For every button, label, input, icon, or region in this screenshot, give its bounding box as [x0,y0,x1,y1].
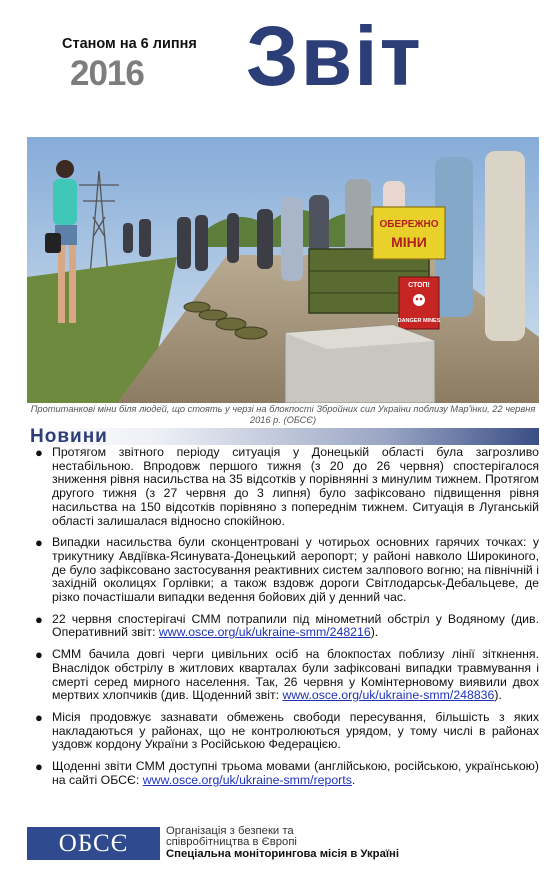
svg-text:МІНИ: МІНИ [391,234,427,250]
warning-sign-text: ОБЕРЕЖНО [379,219,439,230]
bullet-icon: ● [35,611,43,627]
report-title: Звіт [246,9,423,103]
news-item [27,446,539,528]
report-link[interactable]: www.osce.org/uk/ukraine-smm/248836 [282,688,495,703]
report-year: 2016 [70,54,144,93]
section-title: Новини [30,426,108,447]
footer [27,826,539,860]
mines-warning-sign [373,207,445,259]
mission-name: Спеціальна моніторингова місія в Україні [166,847,399,860]
bullet-icon: ● [35,647,43,663]
danger-sign-text: DANGER MINES [397,318,441,324]
news-text-end: ). [494,688,502,703]
news-list [27,446,539,795]
news-text: Місія продовжує зазнавати обмежень свободи пересування, більшість з яких накладаються у районах, що не контролюються урядом, у тому числі в районах уздовж кордону України з Російською Федерацією. [52,709,539,752]
photo-caption: Протитанкові міни біля людей, що стоять у черзі на блокпості Збройних сил України поблизу Мар'їнки, 22 червня 2016 р. (ОБСЄ) [30,404,536,425]
danger-sign-top: СТОП! [408,282,430,289]
news-text: 22 червня спостерігачі СММ потрапили під мінометний обстріл у Водяному (див. Оперативний звіт: [52,611,539,640]
org-line: співробітництва в Європі [166,836,297,849]
news-text: Щоденні звіти СММ доступні трьома мовами (англійською, російською, українською) на сайті ОБСЄ: [52,759,539,787]
news-text: Протягом звітного періоду ситуація у Донецькій області була загрозливо нестабільною. Впродовж першого тижня (з 20 до 26 червня) спостерігалося зниження рівня насильства на 35 відсотків у порівнянні з минулим тижнем. Протягом другого тижня (з 27 червня до 3 липня) було зафіксовано підвищення рівня насильства на 150 відсотків порівняно з попереднім тижнем. Ситуація в Луганській області залишалася відносно спокійною. [52,445,539,528]
reports-link[interactable]: www.osce.org/uk/ukraine-smm/reports [142,772,352,787]
news-item [27,613,539,640]
news-text: Випадки насильства були сконцентровані у чотирьох основних гарячих точках: у трикутнику Авдіївка-Ясинувата-Донецький аеропорт; у районі навколо Широкиного, де було зафіксовано застосування реактивних систем залпового вогню; на північній і західній околицях Горлівки; а також вздовж дороги Світлодарськ-Дебальцеве, де різко почастішали випадки ведення бойових дій у денний час. [52,535,539,605]
news-item [27,711,539,752]
org-name [166,826,399,861]
photo-illustration [27,137,539,403]
news-text: СММ бачила довгі черги цивільних осіб на блокпостах поблизу лінії зіткнення. Внаслідок обстрілу в житлових кварталах були зафіксовані випадки травмування і смерті серед мирного населення. Так, 26 червня у Комінтерновому виявили двох мертвих хлопчиків (див. Щоденний звіт: [52,647,539,703]
news-item [27,536,539,605]
bullet-icon: ● [35,445,43,460]
news-text-end: ). [370,625,379,640]
bullet-icon: ● [35,709,43,725]
bullet-icon: ● [35,759,43,775]
news-text-end: . [351,772,356,787]
date-line: Станом на 6 липня [62,36,197,52]
report-header [0,0,548,132]
osce-logo [27,827,160,860]
logo-text: ОБСЄ [58,829,129,857]
bullet-icon: ● [35,535,43,551]
news-item [27,648,539,703]
footer-fade [399,826,539,860]
org-line: Організація з безпеки та [166,824,294,837]
news-item [27,760,539,787]
checkpoint-photo [27,137,539,403]
report-link[interactable]: www.osce.org/uk/ukraine-smm/248216 [158,625,371,640]
